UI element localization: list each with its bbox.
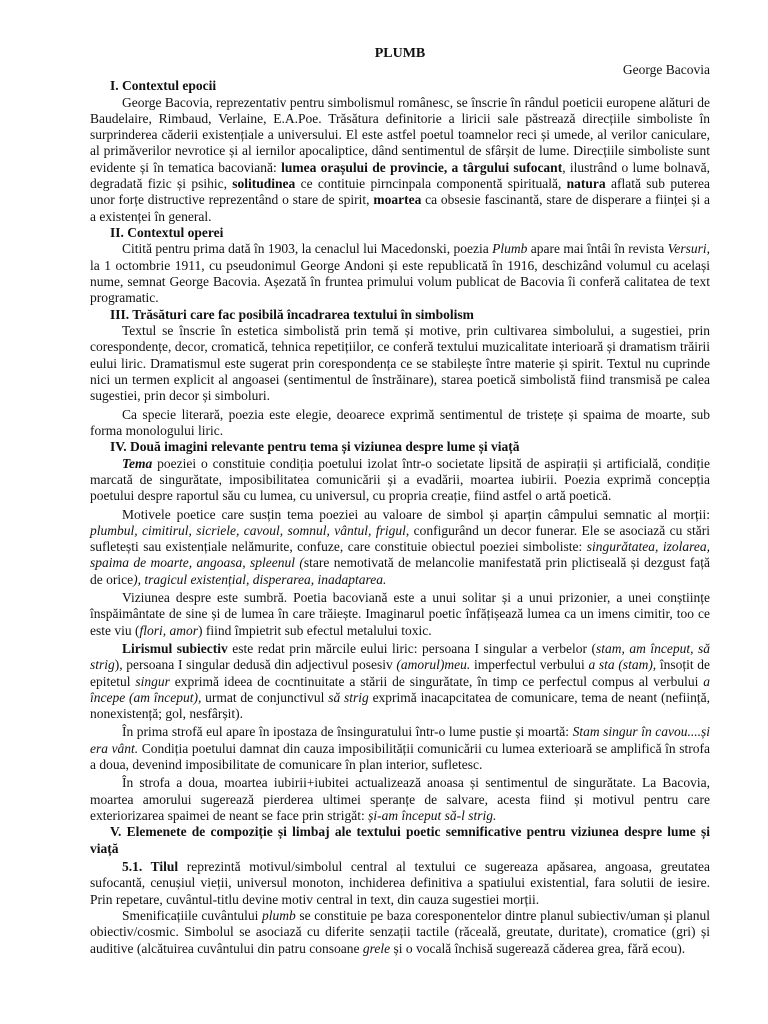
author-name: George Bacovia: [622, 62, 710, 77]
section-4-paragraph-strophe-2: În strofa a doua, moartea iubirii+iubitei actualizează anoasa și sentimentul de singurătate. La Bacovia, moartea amorului sugerează pierderea ultimei speranțe de salvare, acesta fiind și motivul pentru care exteriorizarea spaimei de neant se face prin strigăt: și-am început să-l strig.: [90, 775, 710, 823]
section-5-paragraph-meanings: Smenificațiile cuvântului plumb se constituie pe baza coresponentelor dintre planul subiectiv/uman și planul obiectiv/cosmic. Simbolul se asociază cu diferite senzații tactile (răceală, greutate, duritate), cromatice (gri) și auditive (alcătuirea cuvântului din patru consoane grele și o vocală închisă sugerează căderea grea, fără ecou).: [90, 908, 711, 956]
section-5-paragraph-title: 5.1. Tilul reprezintă motivul/simbolul central al textului ce sugereaza apăsarea, angoasa, greutatea sufocantă, cenușiul vieții, universul monoton, inchiderea definitiva a spatiului existential, fara solutii de iesire. Prin repetare, cuvântul-titlu devine motiv central in text, din cauza sugestiei morții.: [90, 859, 711, 907]
section-4-paragraph-motifs: Motivele poetice care susțin tema poeziei au valoare de simbol și aparțin câmpului semnatic al morții: plumbul, cimitirul, sicriele, cavoul, somnul, vântul, frigul, configurând un decor funerar. Ele se asociază cu stări sufletești sau existențiale nelămurite, confuze, care constituie obiectul poeziei simboliste: singurătatea, izolarea, spaima de moarte, angoasa, spleenul (stare nemotivată de melancolie manifestată prin plictiseală și dezgust față de orice), tragicul existențial, disperarea, inadaptarea.: [90, 506, 710, 587]
section-4-paragraph-lyricism: Lirismul subiectiv este redat prin mărcile eului liric: persoana I singular a verbelor (stam, am început, să strig), persoana I singular dedusă din adjectivul posesiv (amorul)meu. imperfectul verbului a sta (stam), însoțit de epitetul singur exprimă ideea de cocntinuitate a stării de singurătate, în timp ce perfectul compus al verbului a începe (am început), urmat de conjunctivul să strig exprimă inacapcitatea de comunicare, tema de neant (neființă, nonexistență; gol, nesfârșit).: [90, 640, 711, 722]
section-4-paragraph-strophe-1: În prima strofă eul apare în ipostaza de însinguratului într-o lume pustie și moartă: Stam singur în cavou....și era vânt. Condiția poetului damnat din cauza imposibilității comunicării cu lumea exterioară se amplifică în strofa a doua, devenind imposibilitate de comunicare în plan interior, sufletesc.: [90, 724, 711, 772]
section-4-heading: IV. Două imagini relevante pentru tema și viziunea despre lume și viață: [110, 439, 520, 455]
section-5-heading: V. Elemenete de compoziție și limbaj ale textului poetic semnificative pentru viziunea despre lume și viață: [90, 824, 710, 856]
section-2-paragraph: Citită pentru prima dată în 1903, la cenaclul lui Macedonski, poezia Plumb apare mai întâi în revista Versuri, la 1 octombrie 1911, cu pseudonimul George Andoni și este republicată în 1916, deschizând volumul cu același nume, semnat George Bacovia. Așezată în fruntea primului volum publicat de Bacovia îi conferă calitatea de text programatic.: [90, 241, 711, 306]
document-title: PLUMB: [374, 46, 426, 61]
section-1-paragraph: George Bacovia, reprezentativ pentru simbolismul românesc, se înscrie în rândul poeticii europene alături de Baudelaire, Rimbaud, Verlaine, E.A.Poe. Trăsătura definitorie a liricii sale păstrează direcțiile simboliste în surprinderea căderii existențiale a universului. El este astfel poetul toamnelor reci și umede, al verilor caniculare, al primăverilor nevrotice și al iernilor apocaliptice, dând sentimentul de sfârșit de lume. Direcțiile simboliste sunt evidente și în tematica bacoviană: lumea orașului de provincie, a târgului sufocant, ilustrând o lume bolnavă, degradată fizic și psihic, solitudinea ce contituie pirncinpala componentă spirituală, natura aflată sub puterea unor forțe distructive reprezentând o stare de spirit, moartea ca obsesie fascinantă, stare de disperare a ființei și a a existenței în general.: [90, 94, 711, 224]
section-3-paragraph-1: Textul se înscrie în estetica simbolistă prin temă și motive, prin cultivarea simbolului, a sugestiei, prin corespondențe, decor, cromatică, tehnica repetițiilor, ce conferă textului muzicalitate interioară și dramatism trăirii eului liric. Dramatismul este sugerat prin corespondența ce se stabilește între materie și spirit. Textul nu cuprinde nici un termen explicit al angoasei (sentimentul de înstrăinare), starea poetică simbolistă fiind transmisă pe calea sugestiei, prin decor și simboluri.: [90, 323, 710, 404]
section-4-paragraph-theme: Tema poeziei o constituie condiția poetului izolat într-o societate lipsită de aspirații și artificială, condiție marcată de singurătate, imposibilitatea comunicării și a evadării, moartea iubirii. Poezia exprimă concepția poetului despre raportul său cu lumea, cu universul, cu propria creație, fiind astfel o artă poetică.: [90, 455, 711, 504]
section-2-heading: II. Contextul operei: [110, 224, 224, 240]
section-3-paragraph-2: Ca specie literară, poezia este elegie, deoarece exprimă sentimentul de tristețe și spaima de moarte, sub forma monologului liric.: [90, 406, 710, 438]
section-4-paragraph-vision: Viziunea despre este sumbră. Poetia bacoviană este a unui solitar și a unui prizonier, a unei conștiințe înspăimântate de sine și de lumea în care trăiește. Imaginarul poetic înfățișează lumea ca un imens cimitir, too ce este viu (flori, amor) fiind împietrit sub efectul metalului toxic.: [90, 590, 710, 638]
section-3-heading: III. Trăsături care fac posibilă încadrarea textului în simbolism: [110, 306, 474, 322]
section-1-heading: I. Contextul epocii: [110, 78, 217, 93]
